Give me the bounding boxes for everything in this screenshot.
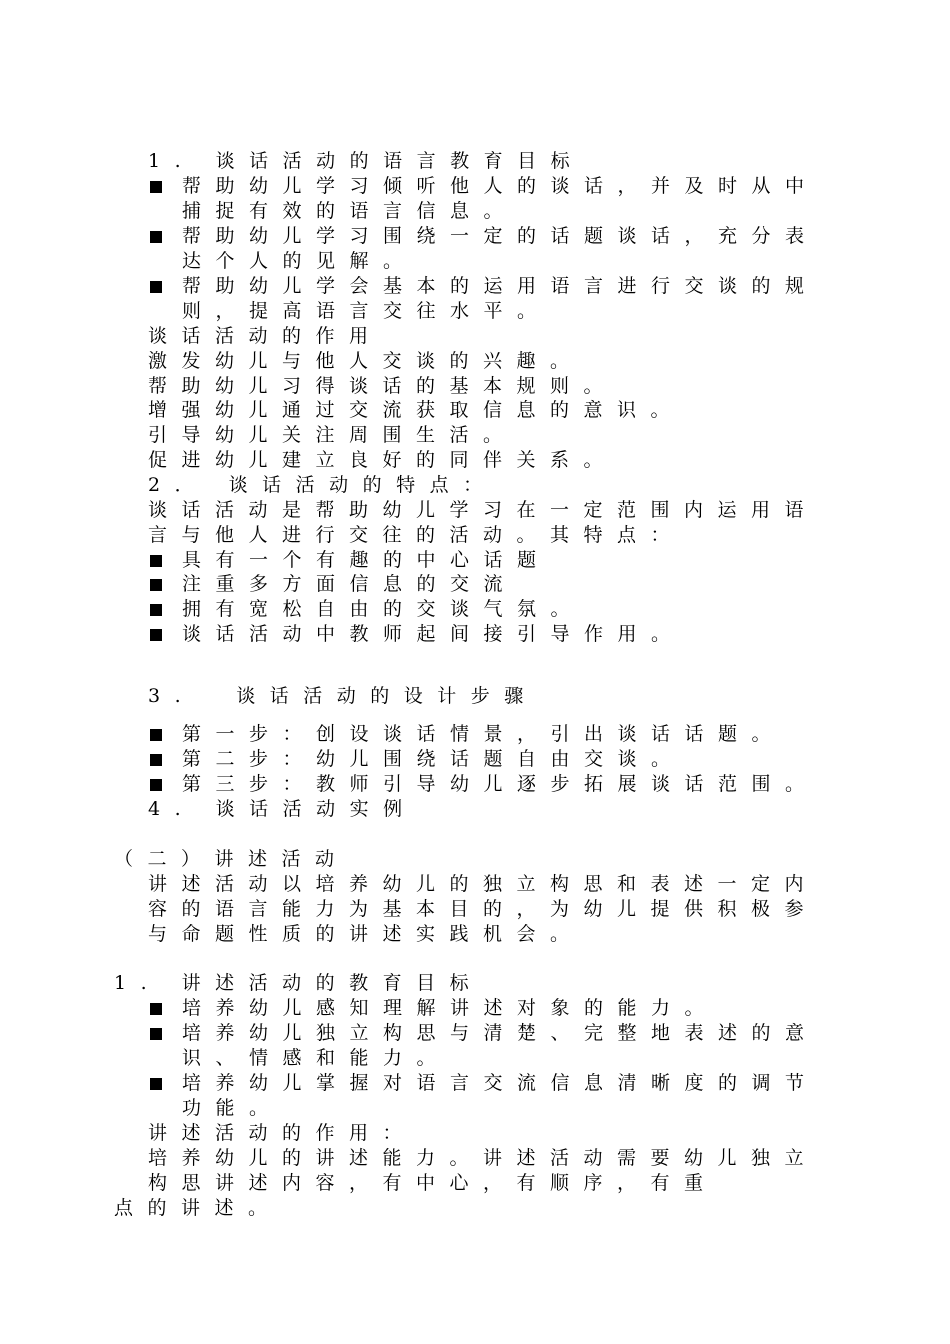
features-intro-line-2: 言与他人进行交往的活动。其特点： bbox=[148, 524, 685, 546]
narration-role-line-3: 点的讲述。 bbox=[114, 1197, 282, 1219]
heading-talk-features: 2． 谈话活动的特点： bbox=[148, 474, 497, 496]
goal-2-line-2: 达个人的见解。 bbox=[182, 250, 417, 272]
heading-talk-example: 4. 谈话活动实例 bbox=[148, 798, 417, 820]
features-intro-line-1: 谈话活动是帮助幼儿学习在一定范围内运用语 bbox=[148, 499, 819, 521]
feature-item-3: 拥有宽松自由的交谈气氛。 bbox=[182, 598, 585, 620]
feature-item-1: 具有一个有趣的中心话题 bbox=[182, 549, 551, 571]
goal-1-line-1: 帮助幼儿学习倾听他人的谈话，并及时从中 bbox=[182, 175, 819, 197]
narration-goal-2-line-1: 培养幼儿独立构思与清楚、完整地表述的意 bbox=[182, 1022, 819, 1044]
goal-2-line-1: 帮助幼儿学习围绕一定的话题谈话，充分表 bbox=[182, 225, 819, 247]
feature-item-4: 谈话活动中教师起间接引导作用。 bbox=[182, 623, 685, 645]
narration-intro-line-1: 讲述活动以培养幼儿的独立构思和表述一定内 bbox=[148, 873, 819, 895]
narration-goal-1: 培养幼儿感知理解讲述对象的能力。 bbox=[182, 997, 719, 1019]
step-2: 第二步：幼儿围绕话题自由交谈。 bbox=[182, 748, 685, 770]
bullet-square-icon bbox=[150, 629, 162, 641]
bullet-square-icon bbox=[150, 281, 162, 293]
heading-narration-role: 讲述活动的作用： bbox=[148, 1122, 417, 1144]
goal-3-line-1: 帮助幼儿学会基本的运用语言进行交谈的规 bbox=[182, 275, 819, 297]
goal-3-line-2: 则，提高语言交往水平。 bbox=[182, 300, 551, 322]
bullet-square-icon bbox=[150, 231, 162, 243]
narration-intro-line-2: 容的语言能力为基本目的，为幼儿提供积极参 bbox=[148, 898, 819, 920]
bullet-square-icon bbox=[150, 579, 162, 591]
narration-goal-2-line-2: 识、情感和能力。 bbox=[182, 1047, 451, 1069]
bullet-square-icon bbox=[150, 181, 162, 193]
role-item-4: 引导幼儿关注周围生活。 bbox=[148, 424, 517, 446]
heading-talk-steps: 3. 谈话活动的设计步骤 bbox=[148, 685, 538, 707]
bullet-square-icon bbox=[150, 1003, 162, 1015]
bullet-square-icon bbox=[150, 754, 162, 766]
heading-narration-activity: （二）讲述活动 bbox=[114, 848, 349, 870]
step-1: 第一步：创设谈话情景，引出谈话话题。 bbox=[182, 723, 786, 745]
bullet-square-icon bbox=[150, 1078, 162, 1090]
goal-1-line-2: 捕捉有效的语言信息。 bbox=[182, 200, 518, 222]
role-item-2: 帮助幼儿习得谈话的基本规则。 bbox=[148, 375, 618, 397]
role-item-5: 促进幼儿建立良好的同伴关系。 bbox=[148, 449, 618, 471]
role-item-1: 激发幼儿与他人交谈的兴趣。 bbox=[148, 350, 584, 372]
heading-talk-goals: 1. 谈话活动的语言教育目标 bbox=[148, 150, 585, 172]
feature-item-2: 注重多方面信息的交流 bbox=[182, 573, 518, 595]
bullet-square-icon bbox=[150, 604, 162, 616]
narration-goal-3-line-1: 培养幼儿掌握对语言交流信息清晰度的调节 bbox=[182, 1072, 819, 1094]
heading-talk-role: 谈话活动的作用 bbox=[148, 325, 383, 347]
narration-goal-3-line-2: 功能。 bbox=[182, 1097, 283, 1119]
bullet-square-icon bbox=[150, 555, 162, 567]
narration-intro-line-3: 与命题性质的讲述实践机会。 bbox=[148, 923, 584, 945]
role-item-3: 增强幼儿通过交流获取信息的意识。 bbox=[148, 399, 685, 421]
narration-role-line-1: 培养幼儿的讲述能力。讲述活动需要幼儿独立 bbox=[148, 1147, 819, 1169]
bullet-square-icon bbox=[150, 729, 162, 741]
narration-role-line-2: 构思讲述内容，有中心，有顺序，有重 bbox=[148, 1172, 718, 1194]
bullet-square-icon bbox=[150, 779, 162, 791]
bullet-square-icon bbox=[150, 1028, 162, 1040]
heading-narration-goals: 1. 讲述活动的教育目标 bbox=[114, 972, 484, 994]
step-3: 第三步：教师引导幼儿逐步拓展谈话范围。 bbox=[182, 773, 819, 795]
